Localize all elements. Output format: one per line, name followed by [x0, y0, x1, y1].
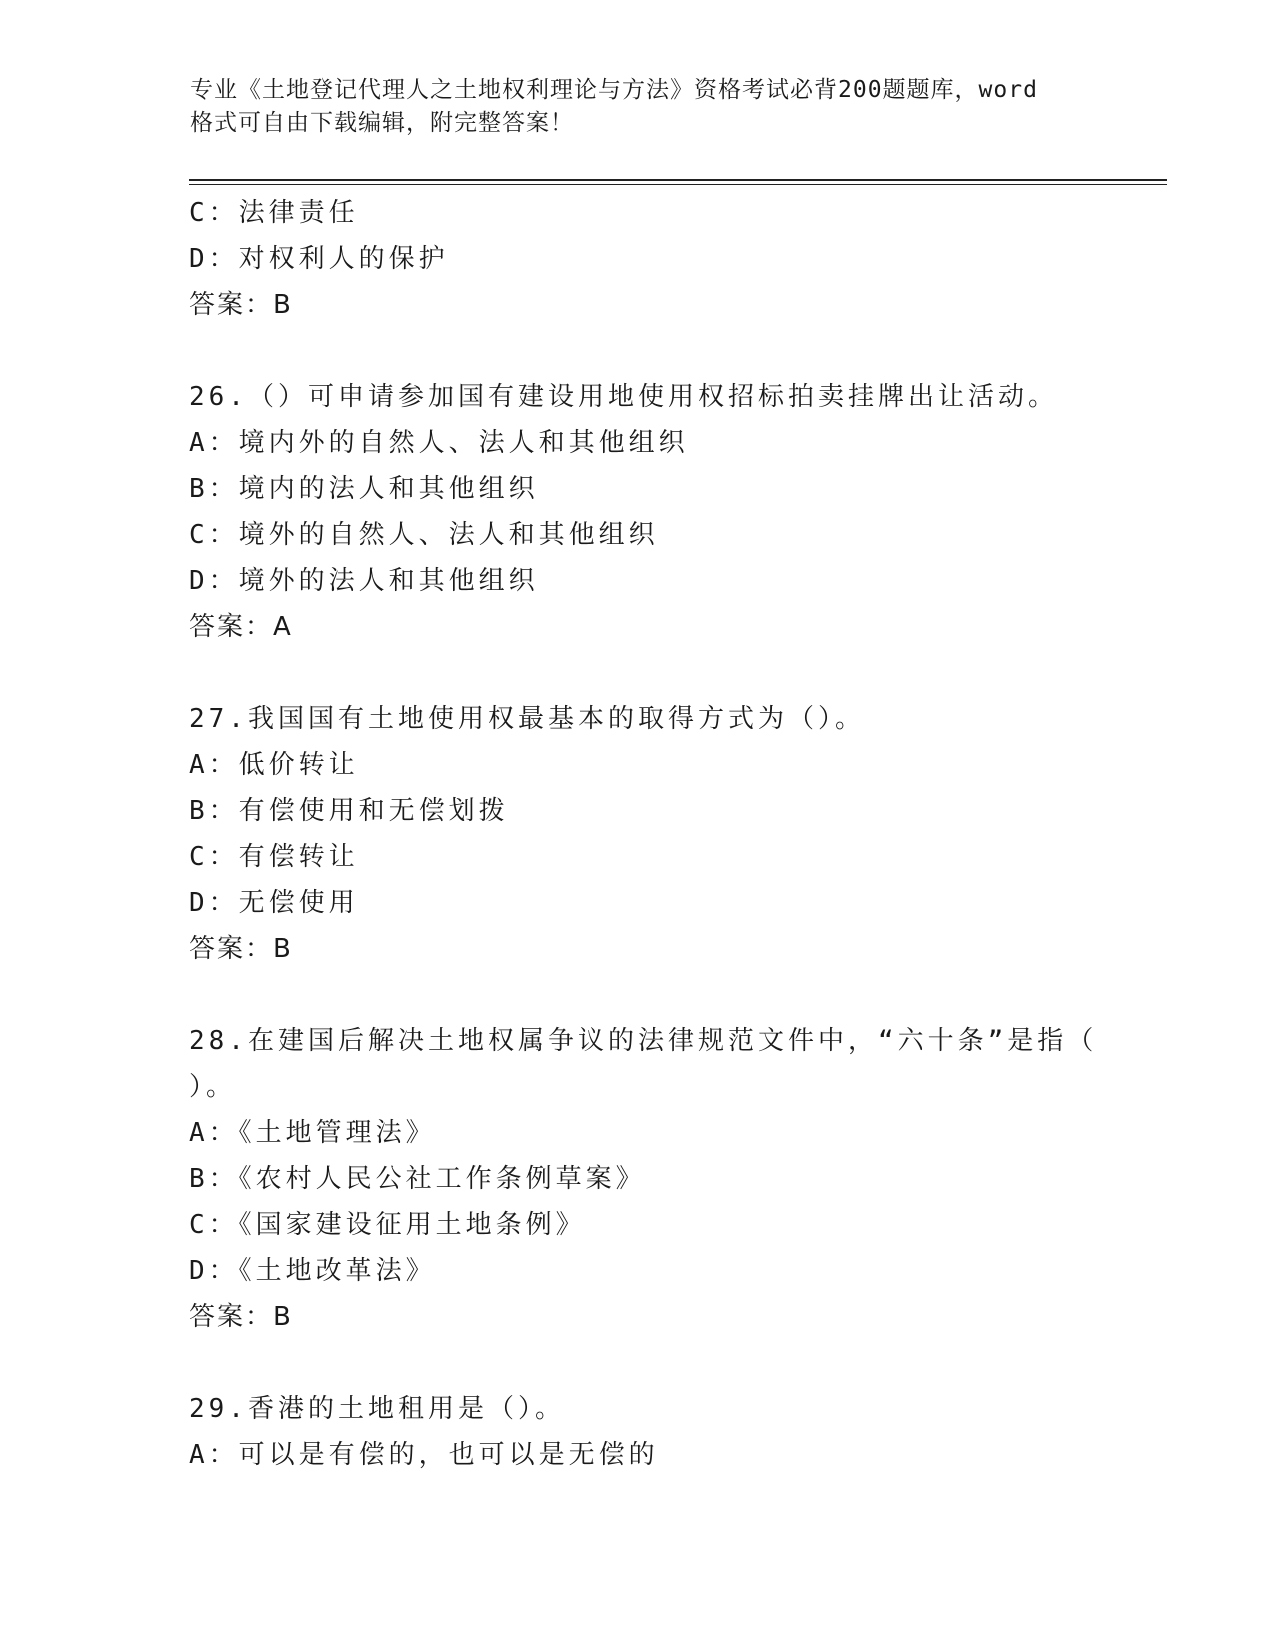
answer-line: 答案：B [189, 290, 293, 320]
spacer [189, 650, 1089, 696]
answer-line: 答案：B [189, 1302, 293, 1332]
option-d: D：《土地改革法》 [189, 1256, 436, 1286]
header-line-2: 格式可自由下载编辑，附完整答案！ [190, 110, 574, 136]
option-a: A：《土地管理法》 [189, 1118, 436, 1148]
spacer [189, 972, 1089, 1018]
question-28 [189, 1018, 1098, 1340]
answer-line: 答案：B [189, 934, 293, 964]
option-c: C：《国家建设征用土地条例》 [189, 1210, 586, 1240]
question-29 [189, 1386, 1089, 1478]
header-divider-thick [189, 179, 1167, 181]
question-stem-line-1: 28.在建国后解决土地权属争议的法律规范文件中，“六十条”是指（ [189, 1026, 1098, 1056]
header-divider-thin [189, 184, 1167, 185]
option-d: D：对权利人的保护 [189, 244, 449, 274]
option-b: B：《农村人民公社工作条例草案》 [189, 1164, 646, 1194]
question-26 [189, 374, 1089, 650]
question-stem: 27.我国国有土地使用权最基本的取得方式为（）。 [189, 704, 865, 734]
option-b: B：有偿使用和无偿划拨 [189, 796, 509, 826]
question-25-tail [189, 190, 1089, 328]
question-27 [189, 696, 1089, 972]
document-header [190, 74, 1070, 140]
question-stem-line-2: ）。 [189, 1072, 237, 1102]
spacer [189, 1340, 1089, 1386]
question-stem: 26.（）可申请参加国有建设用地使用权招标拍卖挂牌出让活动。 [189, 382, 1058, 412]
option-b: B：境内的法人和其他组织 [189, 474, 539, 504]
option-d: D：境外的法人和其他组织 [189, 566, 539, 596]
question-list [189, 190, 1098, 1478]
answer-line: 答案：A [189, 612, 293, 642]
option-a: A：境内外的自然人、法人和其他组织 [189, 428, 689, 458]
option-a: A：低价转让 [189, 750, 359, 780]
option-c: C：境外的自然人、法人和其他组织 [189, 520, 659, 550]
option-c: C：有偿转让 [189, 842, 359, 872]
option-d: D：无偿使用 [189, 888, 359, 918]
spacer [189, 328, 1089, 374]
option-a: A：可以是有偿的，也可以是无偿的 [189, 1440, 659, 1470]
question-stem: 29.香港的土地租用是（）。 [189, 1394, 565, 1424]
header-line-1: 专业《土地登记代理人之土地权利理论与方法》资格考试必背200题题库，word [190, 77, 1038, 103]
option-c: C：法律责任 [189, 198, 359, 228]
